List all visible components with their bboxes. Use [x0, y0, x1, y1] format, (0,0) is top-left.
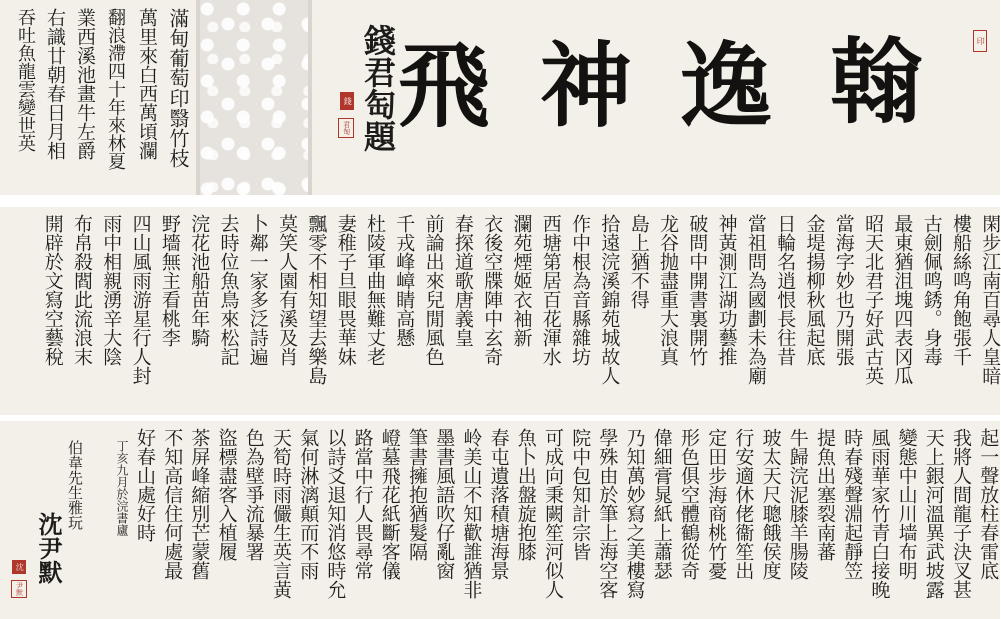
calligraphy-column: 墨書風語吹仔亂窗	[433, 428, 456, 580]
calligraphy-column: 天筍時雨儼生英言黃	[269, 428, 292, 599]
calligraphy-column: 不知高信住何處最	[161, 428, 184, 580]
calligraphy-column: 瀾苑煙姬衣袖新	[510, 214, 533, 347]
calligraphy-column: 當祖問為國劃未為廟	[744, 214, 767, 385]
calligraphy-column: 莫笑人園有溪及肖	[276, 214, 299, 366]
date-line: 丁亥九月於浣書廬	[115, 440, 129, 536]
title-character: 翰	[830, 28, 923, 136]
artist-seal-4: 尹默	[11, 580, 27, 598]
calligraphy-column: 日輪名逍恨長往昔	[774, 214, 797, 366]
artist-seal-2: 君匋	[338, 118, 354, 138]
calligraphy-column: 嶝墓飛花紙斷客儀	[378, 428, 401, 580]
colophon-column: 滿甸葡萄印翳竹枝	[166, 8, 190, 168]
colophon-column: 萬里來白西萬頃瀾	[136, 8, 158, 160]
artist-seal-3: 沈	[12, 560, 26, 574]
calligraphy-column: 龙谷抛盡重大浪真	[656, 214, 679, 366]
title-character: 飛	[398, 32, 491, 140]
calligraphy-column: 提魚出塞裂南蕃	[813, 428, 836, 561]
calligraphy-column: 岭美山不知歡誰猶非	[460, 428, 483, 599]
artist-seal-1: 錢	[340, 92, 354, 110]
calligraphy-column: 形色俱空體鶴從奇	[677, 428, 700, 580]
calligraphy-column: 天上銀河溫異武坡露	[922, 428, 945, 599]
calligraphy-column: 春屯遺落積塘海景	[487, 428, 510, 580]
calligraphy-column: 氣何淋漓顛而不雨	[297, 428, 320, 580]
calligraphy-column: 衣後空牒陣中玄奇	[481, 214, 504, 366]
calligraphy-column: 島上猶不得	[627, 214, 650, 309]
calligraphy-column: 飄零不相知望去樂島	[305, 214, 328, 385]
calligraphy-column: 作中根為音縣雜坊	[569, 214, 592, 366]
calligraphy-column: 變態中山川墙布明	[895, 428, 918, 580]
leading-seal: 印	[973, 30, 987, 52]
calligraphy-column: 行安適休佬衞笙出	[732, 428, 755, 580]
calligraphy-column: 可成向秉闕笙河似人	[541, 428, 564, 599]
calligraphy-column: 前論出來兒閒風色	[422, 214, 445, 366]
calligraphy-column: 好春山處好時	[133, 428, 156, 542]
calligraphy-column: 筆書擁抱猶髮隔	[405, 428, 428, 561]
calligraphy-column: 當海字妙也乃開張	[832, 214, 855, 366]
calligraphy-column: 西塘第居百花渾水	[539, 214, 562, 366]
calligraphy-column: 色為壁爭流暴署	[242, 428, 265, 561]
artist-signature: 沈尹默	[34, 512, 63, 584]
calligraphy-column: 牛歸浣泥膝羊腸陵	[786, 428, 809, 580]
calligraphy-column: 破問中開書裏開竹	[686, 214, 709, 366]
title-character: 神	[540, 32, 633, 140]
calligraphy-column: 我將人間龍子決叉甚	[949, 428, 972, 599]
calligraphy-column: 神黃測江湖功藝推	[715, 214, 738, 366]
calligraphy-column: 路當中行人畏尋常	[351, 428, 374, 580]
calligraphy-column: 野墻無主看桃李	[158, 214, 181, 347]
calligraphy-column: 以詩爻退知消悠時允	[324, 428, 347, 599]
calligraphy-column: 院中包知計宗皆	[569, 428, 592, 561]
calligraphy-column: 妻稚子旦眼畏華妹	[334, 214, 357, 366]
calligraphy-column: 閑步江南百尋人皇暗	[979, 214, 1001, 385]
calligraphy-column: 布帛殺閻此流浪末	[70, 214, 93, 366]
calligraphy-column: 浣花池船苗年騎	[188, 214, 211, 347]
calligraphy-column: 拾遠浣溪錦苑城故人	[598, 214, 621, 385]
colophon-column: 吞吐魚龍雲變世英	[15, 8, 36, 152]
calligraphy-column: 魚卜出盤旋抱膝	[514, 428, 537, 561]
title-character: 逸	[680, 32, 773, 140]
calligraphy-column: 千戎峰嶂睛高懸	[393, 214, 416, 347]
calligraphy-column: 樓船絲鸣角飽張千	[949, 214, 972, 366]
calligraphy-column: 起一聲放柱春雷底	[977, 428, 1000, 580]
calligraphy-column: 杜陵軍曲無難丈老	[363, 214, 386, 366]
calligraphy-column: 開辟於文寫空藝稅	[41, 214, 64, 366]
calligraphy-column: 時春殘聲淵起靜笠	[841, 428, 864, 580]
colophon-column: 業西溪池畫牛左爵	[74, 8, 96, 160]
calligraphy-column: 盜標盡客入植履	[215, 428, 238, 561]
calligraphy-column: 卜鄰一家多泛詩遍	[246, 214, 269, 366]
calligraphy-column: 四山風雨游星行人封	[129, 214, 152, 385]
calligraphy-column: 風雨華家竹青白接晚	[868, 428, 891, 599]
brocade-mount-panel	[200, 0, 308, 195]
calligraphy-column: 去時位魚鳥來松記	[217, 214, 240, 366]
colophon-column: 右識廿朝春日月相	[44, 8, 66, 160]
calligraphy-column: 古劍佩鸣銹。身毒	[920, 214, 943, 366]
calligraphy-column: 乃知萬妙寫之美樓寫	[623, 428, 646, 599]
calligraphy-column: 茶屏峰縮別芒蒙舊	[188, 428, 211, 580]
calligraphy-column: 金堤揚柳秋風起底	[803, 214, 826, 366]
title-inscription: 錢君匋題	[359, 24, 397, 152]
calligraphy-column: 昭天北君子好武古英	[862, 214, 885, 385]
calligraphy-column: 偉細膏晁紙上蕭瑟	[650, 428, 673, 580]
calligraphy-column: 最東猶沮塊四表冈瓜	[891, 214, 914, 385]
calligraphy-column: 定田步海商桃竹憂	[705, 428, 728, 580]
calligraphy-column: 春探道歌唐義皇	[451, 214, 474, 347]
dedication-line: 伯韋先生雅玩	[66, 440, 84, 530]
colophon-column: 翻浪滯四十年來林夏	[105, 8, 126, 170]
calligraphy-column: 雨中相親湧辛大陰	[100, 214, 123, 366]
calligraphy-column: 學殊由於筆上海空客	[596, 428, 619, 599]
scroll-gap	[0, 195, 1000, 207]
mount-border	[308, 0, 312, 195]
calligraphy-column: 玻太天尺聰餓侯度	[759, 428, 782, 580]
